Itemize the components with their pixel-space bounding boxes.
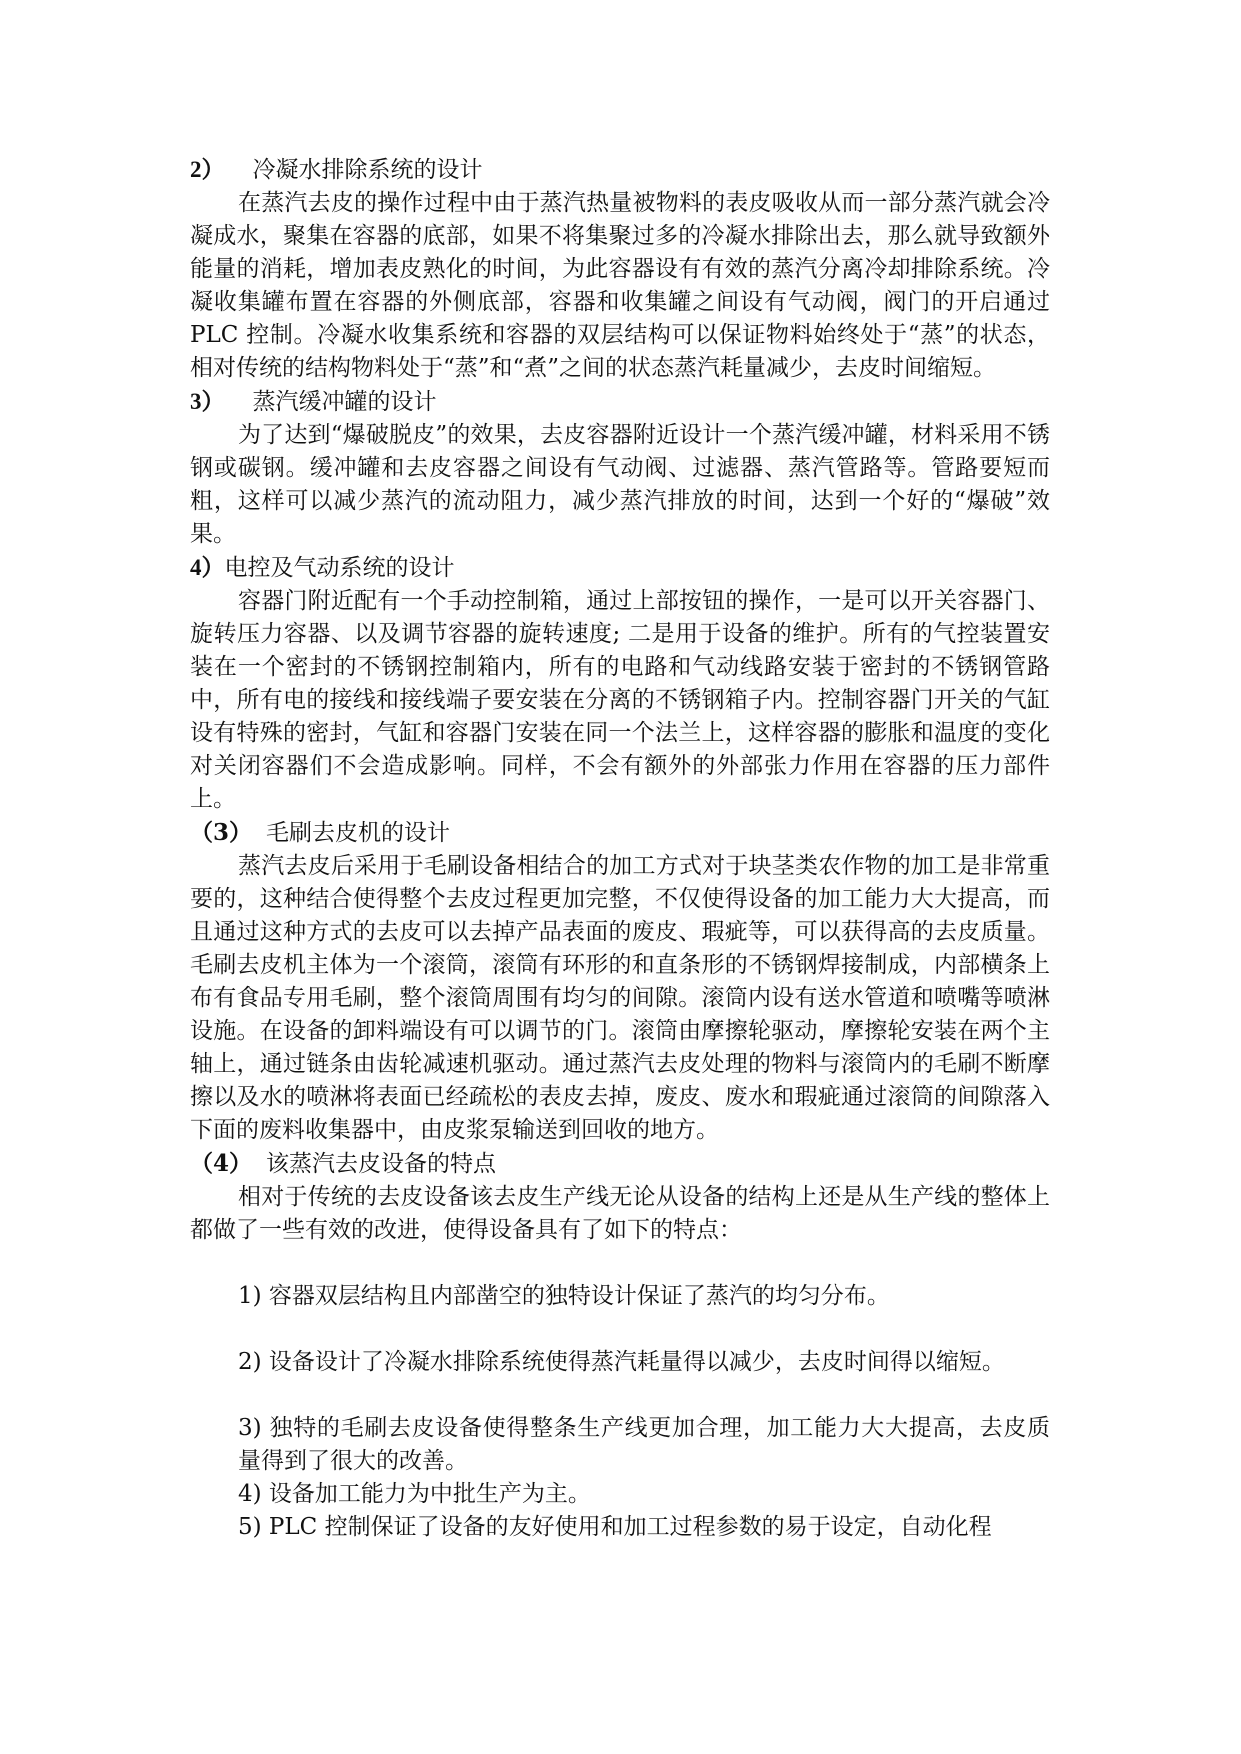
paragraph: 容器门附近配有一个手动控制箱，通过上部按钮的操作，一是可以开关容器门、旋转压力容器、以及调节容器的旋转速度; 二是用于设备的维护。所有的气控装置安装在一个密封的不锈钢控制箱内，所有的电路和气动线路安装于密封的不锈钢管路中，所有电的接线和接线端子要安装在分离的不锈钢箱子内。控制容器门开关的气缸设有特殊的密封，气缸和容器门安装在同一个法兰上，这样容器的膨胀和温度的变化对关闭容器们不会造成影响。同样，不会有额外的外部张力作用在容器的压力部件上。 bbox=[190, 588, 1050, 812]
part-title: 毛刷去皮机的设计 bbox=[266, 820, 451, 846]
spacer bbox=[190, 1313, 1050, 1346]
paragraph: 在蒸汽去皮的操作过程中由于蒸汽热量被物料的表皮吸收从而一部分蒸汽就会冷凝成水，聚集在容器的底部，如果不将集聚过多的冷凝水排除出去，那么就导致额外能量的消耗，增加表皮熟化的时间，为此容器设有有效的蒸汽分离冷却排除系统。冷凝收集罐布置在容器的外侧底部，容器和收集罐之间设有气动阀，阀门的开启通过PLC 控制。冷凝水收集系统和容器的双层结构可以保证物料始终处于“蒸”的状态，相对传统的结构物料处于“蒸”和“煮”之间的状态蒸汽耗量减少，去皮时间缩短。 bbox=[190, 190, 1050, 381]
feature-item: 4) 设备加工能力为中批生产为主。 bbox=[238, 1481, 591, 1507]
section-title: 蒸汽缓冲罐的设计 bbox=[252, 389, 437, 415]
section-heading-3 bbox=[190, 385, 1050, 419]
spacer bbox=[190, 1379, 1050, 1412]
feature-item: 1) 容器双层结构且内部凿空的独特设计保证了蒸汽的均匀分布。 bbox=[238, 1283, 890, 1309]
section-number: 2） bbox=[190, 157, 225, 182]
part-number: （4） bbox=[190, 1150, 253, 1177]
part-number: （3） bbox=[190, 819, 253, 846]
paragraph: 为了达到“爆破脱皮”的效果，去皮容器附近设计一个蒸汽缓冲罐，材料采用不锈钢或碳钢。缓冲罐和去皮容器之间设有气动阀、过滤器、蒸汽管路等。管路要短而粗，这样可以减少蒸汽的流动阻力，减少蒸汽排放的时间，达到一个好的“爆破”效果。 bbox=[190, 422, 1050, 547]
part-heading-3 bbox=[190, 816, 1050, 850]
section-title: 冷凝水排除系统的设计 bbox=[252, 157, 483, 183]
part-title: 该蒸汽去皮设备的特点 bbox=[266, 1151, 497, 1177]
section-number: 3） bbox=[190, 389, 225, 414]
section-number: 4） bbox=[190, 555, 225, 580]
feature-item: 3) 独特的毛刷去皮设备使得整条生产线更加合理，加工能力大大提高，去皮质量得到了很大的改善。 bbox=[238, 1415, 1050, 1474]
document-body bbox=[190, 153, 1050, 1544]
paragraph: 相对于传统的去皮设备该去皮生产线无论从设备的结构上还是从生产线的整体上都做了一些有效的改进，使得设备具有了如下的特点： bbox=[190, 1184, 1050, 1243]
paragraph: 蒸汽去皮后采用于毛刷设备相结合的加工方式对于块茎类农作物的加工是非常重要的，这种结合使得整个去皮过程更加完整，不仅使得设备的加工能力大大提高，而且通过这种方式的去皮可以去掉产品表面的废皮、瑕疵等，可以获得高的去皮质量。毛刷去皮机主体为一个滚筒，滚筒有环形的和直条形的不锈钢焊接制成，内部横条上布有食品专用毛刷，整个滚筒周围有均匀的间隙。滚筒内设有送水管道和喷嘴等喷淋设施。在设备的卸料端设有可以调节的门。滚筒由摩擦轮驱动，摩擦轮安装在两个主轴上，通过链条由齿轮减速机驱动。通过蒸汽去皮处理的物料与滚筒内的毛刷不断摩擦以及水的喷淋将表面已经疏松的表皮去掉，废皮、废水和瑕疵通过滚筒的间隙落入下面的废料收集器中，由皮浆泵输送到回收的地方。 bbox=[190, 853, 1050, 1143]
section-heading-4 bbox=[190, 551, 1050, 585]
section-heading-2 bbox=[190, 153, 1050, 187]
spacer bbox=[190, 1247, 1050, 1280]
feature-item: 5) PLC 控制保证了设备的友好使用和加工过程参数的易于设定，自动化程 bbox=[238, 1514, 992, 1540]
part-heading-4 bbox=[190, 1147, 1050, 1181]
feature-item: 2) 设备设计了冷凝水排除系统使得蒸汽耗量得以减少，去皮时间得以缩短。 bbox=[238, 1349, 1005, 1375]
section-title: 电控及气动系统的设计 bbox=[224, 555, 455, 581]
